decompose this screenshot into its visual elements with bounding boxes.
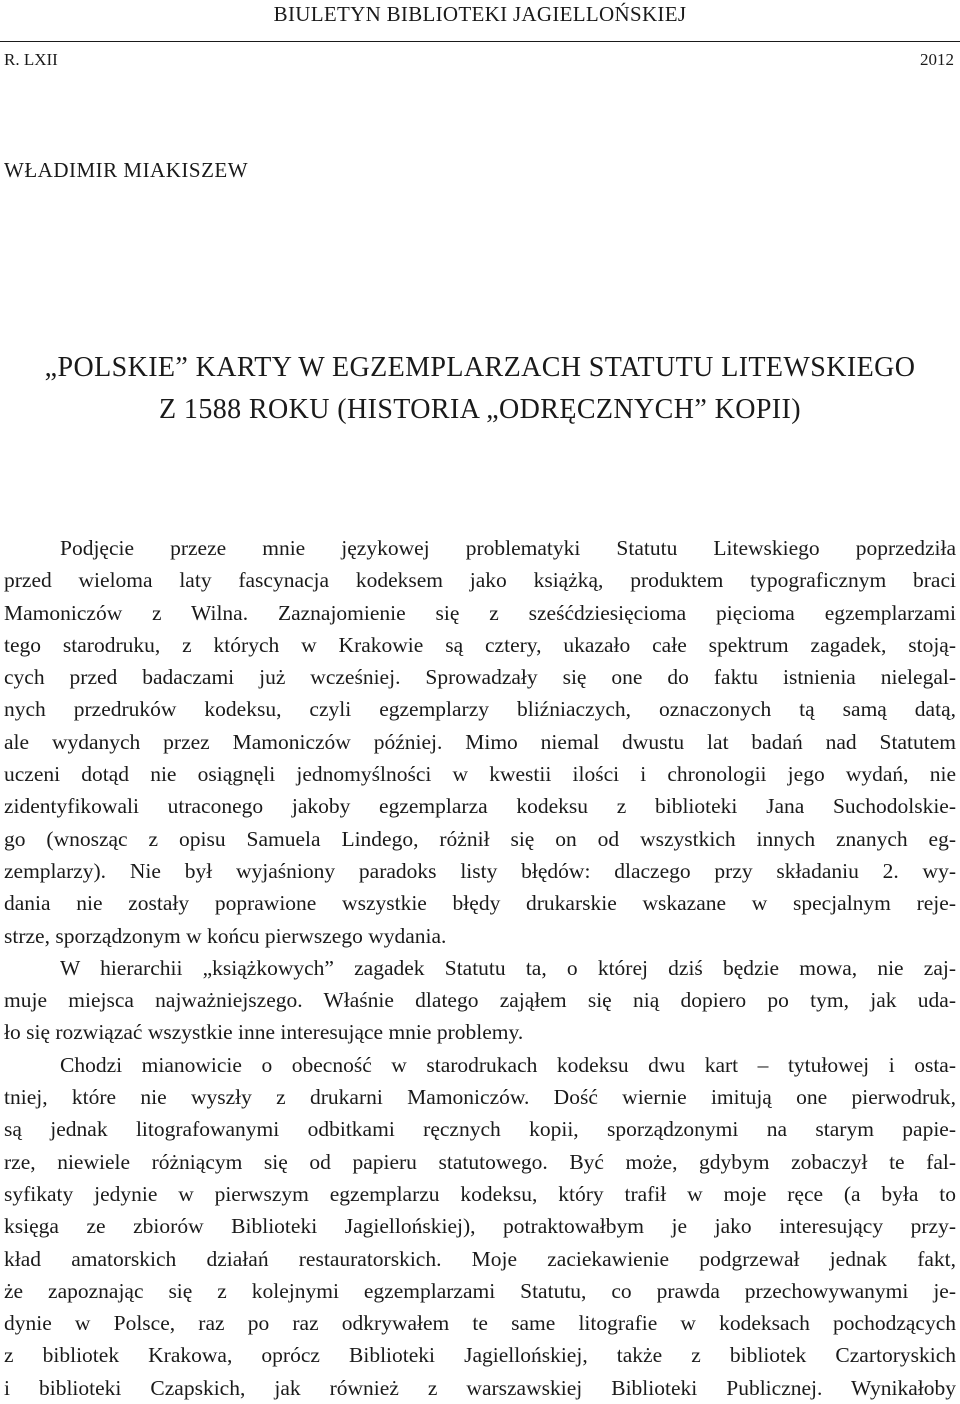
body-paragraph bbox=[4, 532, 956, 952]
publication-year: 2012 bbox=[920, 50, 954, 69]
text-line: nych przedruków kodeksu, czyli egzemplarzy bliźniaczych, oznaczonych tą samą datą, bbox=[4, 697, 956, 722]
text-line: że zapoznając się z kolejnymi egzemplarzami Statutu, co prawda przechowywanymi je- bbox=[4, 1278, 956, 1303]
text-line: tniej, które nie wyszły z drukarni Mamoniczów. Dość wiernie imitują one pierwodruk, bbox=[4, 1085, 956, 1110]
text-line: Mamoniczów z Wilna. Zaznajomienie się z sześćdziesięcioma pięcioma egzemplarzami bbox=[4, 600, 956, 625]
volume-number: R. LXII bbox=[4, 50, 58, 69]
text-line: tego starodruku, z których w Krakowie są cztery, ukazało całe spektrum zagadek, stoją- bbox=[4, 632, 956, 657]
article-title-line: Z 1588 ROKU (HISTORIA „ODRĘCZNYCH” KOPII) bbox=[159, 394, 801, 425]
text-line: Chodzi mianowicie o obecność w starodrukach kodeksu dwu kart – tytułowej i osta- bbox=[60, 1052, 956, 1077]
text-line: rze, niewiele różniącym się od papieru statutowego. Być może, gdybym zobaczył te fal- bbox=[4, 1149, 956, 1174]
text-line: księga ze zbiorów Biblioteki Jagiellońskiej), potraktowałbym je jako interesujący przy- bbox=[4, 1214, 956, 1239]
text-line: z bibliotek Krakowa, oprócz Biblioteki Jagiellońskiej, także z bibliotek Czartoryskich bbox=[4, 1343, 956, 1368]
text-line: Podjęcie przeze mnie językowej problematyki Statutu Litewskiego poprzedziła bbox=[60, 536, 956, 560]
text-line: syfikaty jedynie w pierwszym egzemplarzu kodeksu, który trafił w moje ręce (a była to bbox=[4, 1181, 956, 1206]
text-line: strze, sporządzonym w końcu pierwszego wydania. bbox=[4, 923, 447, 948]
text-line: go (wnosząc z opisu Samuela Lindego, różnił się on od wszystkich innych znanych eg- bbox=[4, 826, 956, 851]
journal-running-head: BIULETYN BIBLIOTEKI JAGIELLOŃSKIEJ bbox=[273, 2, 687, 26]
text-line: zemplarzy). Nie był wyjaśniony paradoks listy błędów: dlaczego przy składaniu 2. wy- bbox=[4, 858, 956, 883]
text-line: i biblioteki Czapskich, jak również z warszawskiej Biblioteki Publicznej. Wynikałoby bbox=[4, 1375, 956, 1400]
body-paragraph bbox=[4, 952, 956, 1049]
text-line: są jednak litografowanymi odbitkami ręcznych kopii, sporządzonymi na starym papie- bbox=[4, 1117, 956, 1142]
article-body bbox=[4, 532, 956, 1404]
article-title-line: „POLSKIE” KARTY W EGZEMPLARZACH STATUTU LITEWSKIEGO bbox=[44, 352, 916, 383]
text-line: ło się rozwiązać wszystkie inne interesujące mnie problemy. bbox=[4, 1020, 524, 1045]
header-rule bbox=[0, 41, 960, 42]
article-author: WŁADIMIR MIAKISZEW bbox=[4, 158, 249, 182]
text-line: zidentyfikowali utraconego jakoby egzemplarza kodeksu z biblioteki Jana Suchodolskie- bbox=[4, 794, 956, 819]
text-line: muje miejsca najważniejszego. Właśnie dlatego zająłem się nią dopiero po tym, jak uda- bbox=[4, 988, 956, 1013]
text-line: W hierarchii „książkowych” zagadek Statutu ta, o której dziś będzie mowa, nie zaj- bbox=[60, 955, 956, 980]
text-line: dynie w Polsce, raz po raz odkrywałem te same litografie w kodeksach pochodzących bbox=[4, 1311, 956, 1336]
text-line: przed wieloma laty fascynacja kodeksem jako książką, produktem typograficznym braci bbox=[4, 568, 956, 593]
text-line: kład amatorskich działań restauratorskich. Moje zaciekawienie podgrzewał jednak fakt, bbox=[4, 1246, 956, 1271]
article-title bbox=[0, 347, 960, 431]
text-line: cych przed badaczami już wcześniej. Sprowadzały się one do faktu istnienia nielegal- bbox=[4, 665, 956, 690]
text-line: dania nie zostały poprawione wszystkie błędy drukarskie wskazane w specjalnym reje- bbox=[4, 891, 956, 916]
text-line: uczeni dotąd nie osiągnęli jednomyślności w kwestii ilości i chronologii jego wydań, nie bbox=[4, 762, 956, 787]
body-paragraph bbox=[4, 1049, 956, 1404]
text-line: ale wydanych przez Mamoniczów później. Mimo niemal dwustu lat badań nad Statutem bbox=[4, 729, 956, 754]
